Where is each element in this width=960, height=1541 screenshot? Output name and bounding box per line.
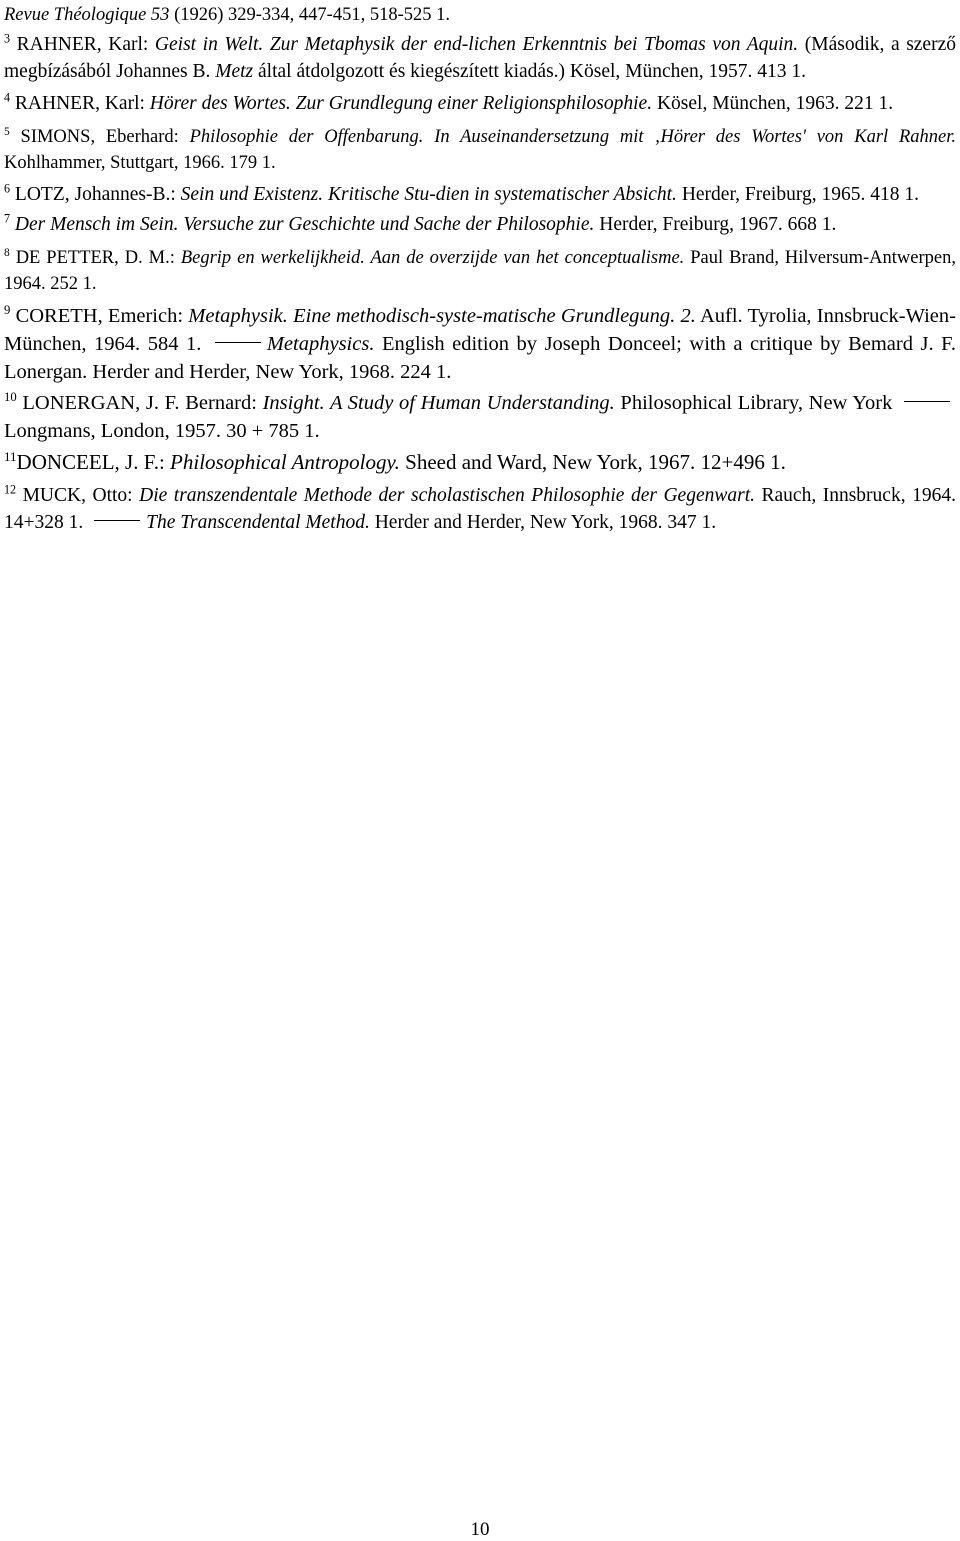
footnote-number: 11 <box>4 448 17 464</box>
italic-title: Metz <box>215 61 254 82</box>
footnote <box>4 2 956 28</box>
footnote-text: DE PETTER, D. M.: <box>9 248 181 268</box>
footnote <box>4 211 956 238</box>
footnote-text: DONCEEL, J. F.: <box>16 450 171 474</box>
footnote-text: által átdolgozott és kiegészített kiadás.) Kösel, München, 1957. 413 1. <box>253 61 807 82</box>
italic-title: Metaphysik. Eine methodisch-syste-matische Grundlegung. <box>188 305 676 327</box>
footnote-text: CORETH, Emerich: <box>10 305 189 327</box>
footnote <box>4 90 956 117</box>
italic-title: Die transzendentale Methode der scholastischen Philosophie der Gegenwart. <box>139 485 755 506</box>
footnote <box>4 482 956 536</box>
footnote <box>4 124 956 176</box>
footnote-text: Longmans, London, 1957. 30 + 785 1. <box>4 420 320 442</box>
footnote <box>4 448 956 477</box>
footnote-text: Herder, Freiburg, 1965. 418 1. <box>676 184 919 205</box>
footnote-number: 12 <box>4 482 17 497</box>
footnote-text: English edition by Joseph Donceel; with a critique by Bemard J. F. Lonergan. Herder and Herder, New York, 1968. 224 1. <box>4 333 956 383</box>
footnote-number: 8 <box>4 246 10 259</box>
italic-title: Revue Théologique 53 <box>4 5 170 25</box>
footnote-text: (1926) 329-334, 447-451, 518-525 1. <box>169 5 450 25</box>
footnote-number: 3 <box>4 31 11 46</box>
italic-title: The Transcendental Method. <box>146 512 370 533</box>
footnote-text: RAHNER, Karl: <box>10 34 155 55</box>
footnote <box>4 183 956 206</box>
footnote-text: Rauch, Innsbruck, 1964. 14+328 1. <box>4 485 956 533</box>
footnote-text: LOTZ, Johannes-B.: <box>10 184 181 205</box>
footnote-text: Paul Brand, Hilversum-Antwerpen, 1964. 252 1. <box>4 248 956 294</box>
footnote-text: Kösel, München, 1963. 221 1. <box>652 93 894 114</box>
italic-title: Philosophical Antropology. <box>170 450 400 474</box>
footnote-text: Sheed and Ward, New York, 1967. 12+496 1. <box>399 450 786 474</box>
footnote-number: 9 <box>4 303 11 318</box>
footnote-text: (Második, a szerző megbízásából Johannes B. <box>4 34 956 82</box>
footnote-text: Kohlhammer, Stuttgart, 1966. 179 1. <box>4 153 276 173</box>
footnote <box>4 31 956 85</box>
footnote-number: 7 <box>4 211 11 226</box>
italic-title: 2. <box>680 305 696 327</box>
footnote-number: 6 <box>4 181 11 196</box>
italic-title: Der Mensch im Sein. Versuche zur Geschichte und Sache der Philosophie. <box>14 214 595 235</box>
em-dash <box>215 342 261 343</box>
footnote-text: Philosophical Library, New York <box>614 392 898 414</box>
italic-title: Insight. A Study of Human Understanding. <box>262 392 615 414</box>
italic-title: Metaphysics. <box>266 333 375 355</box>
footnote-number: 10 <box>4 390 17 405</box>
footnote <box>4 302 956 386</box>
footnote-text: Herder, Freiburg, 1967. 668 1. <box>594 214 837 235</box>
footnote-text: Aufl. Tyrolia, Innsbruck-Wien-München, 1964. 584 1. <box>4 305 956 355</box>
italic-title: Geist in Welt. Zur Metaphysik der end-lichen Erkenntnis bei Tbomas von Aquin. <box>154 34 799 55</box>
italic-title: Begrip en werkelijkheid. Aan de overzijde van het conceptualisme. <box>180 248 685 268</box>
em-dash <box>94 520 140 521</box>
page-number: 10 <box>470 1519 490 1540</box>
italic-title: Philosophie der Offenbarung. In Auseinandersetzung mit ‚Hörer des Wortes' von Karl Rahner. <box>189 127 956 147</box>
footnote-text: MUCK, Otto: <box>16 485 140 506</box>
footnote <box>4 389 956 445</box>
italic-title: Hörer des Wortes. Zur Grundlegung einer Religionsphilosophie. <box>149 93 653 114</box>
italic-title: Sein und Existenz. Kritische Stu-dien in systematischer Absicht. <box>180 184 677 205</box>
footnote-text: Herder and Herder, New York, 1968. 347 1. <box>369 512 717 533</box>
footnote-number: 4 <box>4 90 11 105</box>
footnotes-page <box>4 0 956 536</box>
footnote <box>4 245 956 297</box>
footnote-text: LONERGAN, J. F. Bernard: <box>16 392 263 414</box>
em-dash <box>904 401 950 402</box>
footnote-number: 5 <box>4 125 10 138</box>
footnote-text: RAHNER, Karl: <box>10 93 150 114</box>
footnote-text: SIMONS, Eberhard: <box>9 127 190 147</box>
